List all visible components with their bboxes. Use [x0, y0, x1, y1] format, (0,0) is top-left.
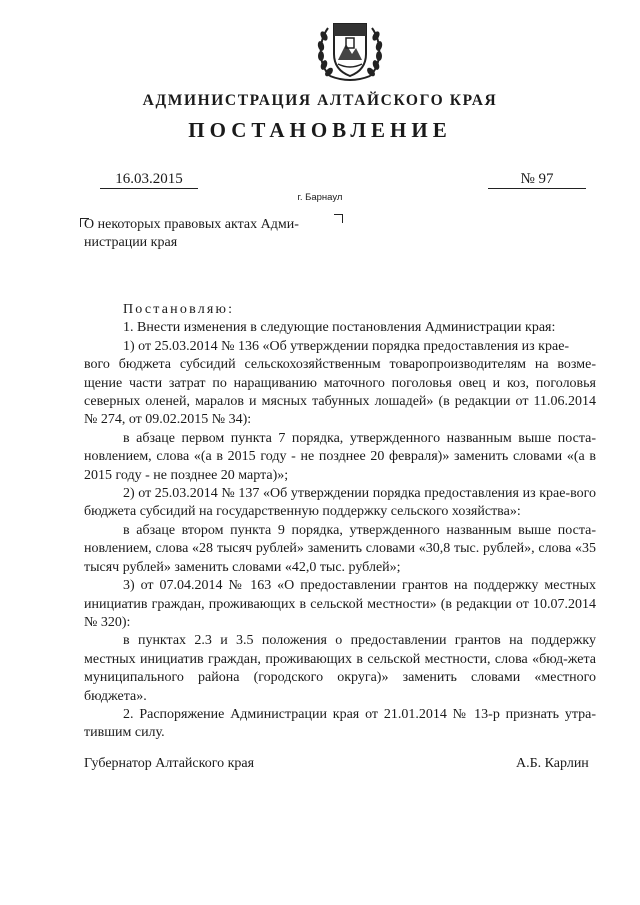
paragraph-2: 1) от 25.03.2014 № 136 «Об утверждении порядка предоставления из крае-	[123, 338, 570, 354]
paragraph-7: в пунктах 2.3 и 3.5 положения о предоставлении грантов на поддержку местных инициатив граждан, проживающих в сельской местности, слова «бюд-жета муниципального района (городского округа)» заменить словами «местного бюджета».	[84, 633, 596, 704]
signer-name: А.Б. Карлин	[516, 756, 589, 771]
paragraph-5: в абзаце втором пункта 9 порядка, утвержденного названным выше поста-новлением, слова «28 тысяч рублей» заменить словами «30,8 тыс. рублей», слова «35 тысяч рублей» заменить словами «42,0 тыс. рублей»;	[84, 522, 596, 575]
paragraph-6: 3) от 07.04.2014 № 163 «О предоставлении грантов на поддержку местных инициатив граждан, проживающих в сельской местности» (в редакции от 10.07.2014 № 320):	[84, 578, 596, 630]
paragraph-2-continued: вого бюджета субсидий сельскохозяйственным товаропроизводителям на возме-щение части затрат по наращиванию маточного поголовья овец и коз, поголовья северных оленей, маралов и мясных табунных лошадей» (в редакции от 11.06.2014 № 274, от 09.02.2015 № 34):	[84, 357, 596, 428]
subject-corner-right	[334, 214, 343, 223]
document-number: № 97	[488, 171, 586, 189]
paragraph-8: 2. Распоряжение Администрации края от 21.01.2014 № 13-р признать утра-тившим силу.	[84, 706, 596, 741]
document-date: 16.03.2015	[100, 171, 198, 189]
subject-line-1: О некоторых правовых актах Адми-	[84, 217, 299, 232]
paragraph-1: 1. Внести изменения в следующие постановления Администрации края:	[123, 320, 556, 336]
document-type: ПОСТАНОВЛЕНИЕ	[188, 118, 452, 142]
resolution-lead: Постановляю:	[123, 302, 235, 317]
signer-title: Губернатор Алтайского края	[84, 756, 255, 771]
paragraph-4: 2) от 25.03.2014 № 137 «Об утверждении порядка предоставления из крае-вого бюджета субсидий на государственную поддержку сельского хозяйства»:	[84, 486, 596, 520]
subject	[84, 216, 334, 252]
document-body	[84, 301, 596, 743]
subject-line-2: нистрации края	[84, 235, 178, 250]
coat-of-arms-icon	[316, 14, 384, 86]
paragraph-3: в абзаце первом пункта 7 порядка, утвержденного названным выше поста-новлением, слова «(а в 2015 году - не позднее 20 февраля)» заменить словами «(а в 2015 году - не позднее 20 марта)»;	[84, 430, 596, 483]
document-city: г. Барнаул	[297, 192, 343, 203]
organization-name: АДМИНИСТРАЦИЯ АЛТАЙСКОГО КРАЯ	[142, 92, 498, 109]
